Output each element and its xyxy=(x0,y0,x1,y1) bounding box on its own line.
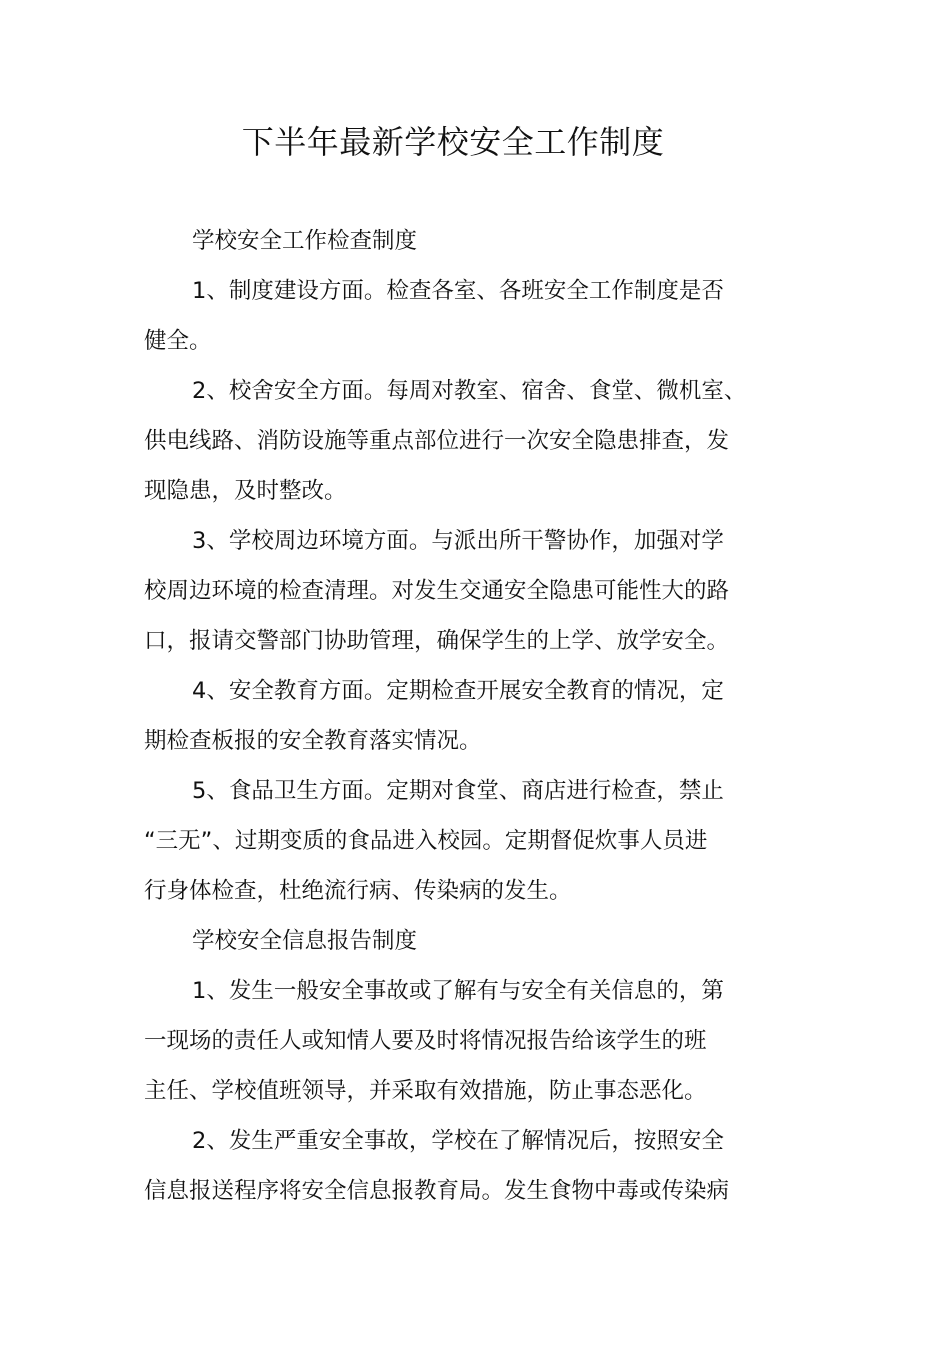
paragraph-line: 一现场的责任人或知情人要及时将情况报告给该学生的班 xyxy=(144,1028,707,1054)
paragraph-line: “三无”、过期变质的食品进入校园。定期督促炊事人员进 xyxy=(144,828,708,854)
paragraph-line: 期检查板报的安全教育落实情况。 xyxy=(144,728,482,754)
document-title: 下半年最新学校安全工作制度 xyxy=(241,123,665,161)
paragraph-line: 信息报送程序将安全信息报教育局。发生食物中毒或传染病 xyxy=(144,1178,730,1204)
paragraph-line: 4、安全教育方面。定期检查开展安全教育的情况，定 xyxy=(192,678,724,704)
paragraph-line: 口，报请交警部门协助管理，确保学生的上学、放学安全。 xyxy=(144,628,730,654)
paragraph-line: 2、校舍安全方面。每周对教室、宿舍、食堂、微机室、 xyxy=(192,378,747,404)
paragraph-line: 现隐患，及时整改。 xyxy=(144,478,347,504)
paragraph-line: 3、学校周边环境方面。与派出所干警协作，加强对学 xyxy=(192,528,724,554)
paragraph-line: 校周边环境的检查清理。对发生交通安全隐患可能性大的路 xyxy=(144,578,730,604)
paragraph-line: 2、发生严重安全事故，学校在了解情况后，按照安全 xyxy=(192,1128,724,1154)
paragraph-line: 1、制度建设方面。检查各室、各班安全工作制度是否 xyxy=(192,278,724,304)
section-heading-inspection: 学校安全工作检查制度 xyxy=(192,228,418,254)
paragraph-line: 健全。 xyxy=(144,328,212,354)
section-heading-reporting: 学校安全信息报告制度 xyxy=(192,928,418,954)
paragraph-line: 1、发生一般安全事故或了解有与安全有关信息的，第 xyxy=(192,978,724,1004)
paragraph-line: 供电线路、消防设施等重点部位进行一次安全隐患排查，发 xyxy=(144,428,730,454)
document-body xyxy=(144,216,747,1216)
paragraph-line: 5、食品卫生方面。定期对食堂、商店进行检查，禁止 xyxy=(192,778,724,804)
paragraph-line: 行身体检查，杜绝流行病、传染病的发生。 xyxy=(144,878,572,904)
paragraph-line: 主任、学校值班领导，并采取有效措施，防止事态恶化。 xyxy=(144,1078,707,1104)
